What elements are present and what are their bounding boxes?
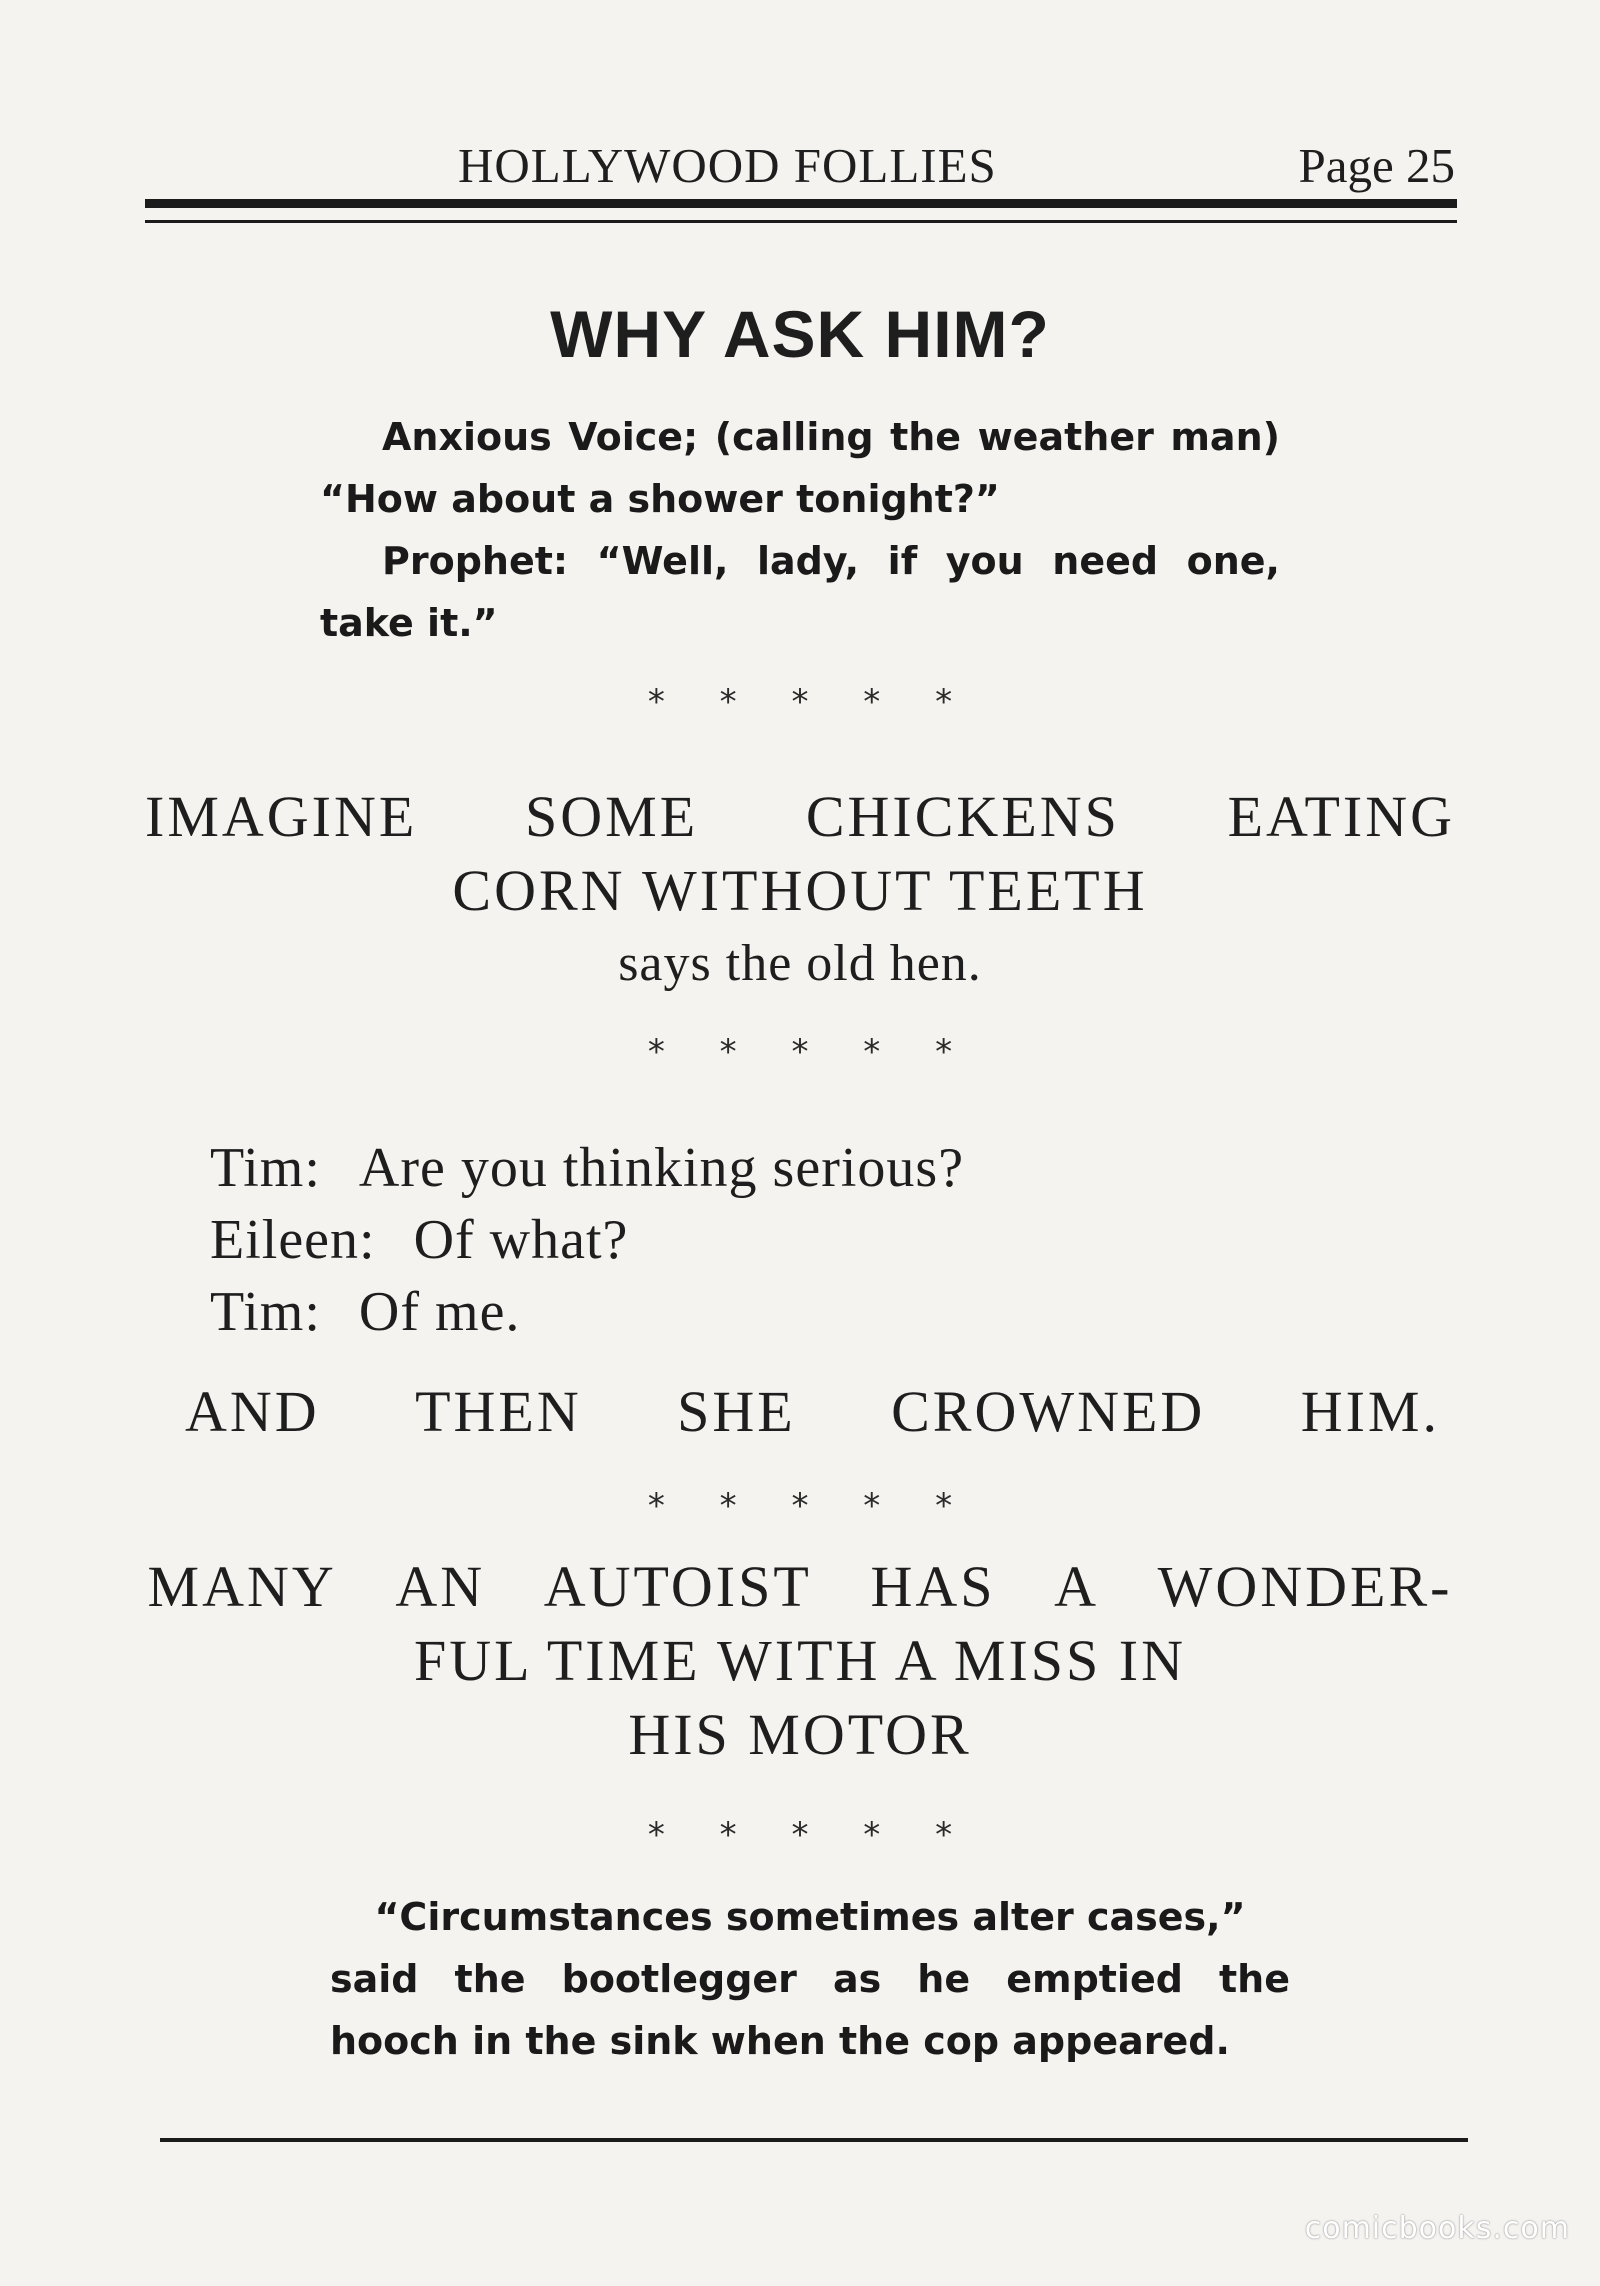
footer-rule (160, 2138, 1468, 2142)
joke4-word: MANY (147, 1554, 337, 1619)
dialogue-line (210, 1204, 964, 1276)
joke4-line3: HIS MOTOR (628, 1702, 972, 1767)
running-title: HOLLYWOOD FOLLIES (458, 138, 997, 193)
joke1-line1: Anxious Voice; (calling the weather man) “How about a shower tonight?” (320, 415, 1280, 521)
joke4-line2: FUL TIME WITH A MISS IN (413, 1628, 1187, 1693)
header-rule-thick (145, 199, 1457, 208)
joke4-word: HAS (870, 1554, 996, 1619)
joke2-word: SOME (525, 784, 699, 849)
punchline-word: SHE (677, 1379, 796, 1444)
dialogue-line (210, 1132, 964, 1204)
joke4-line1 (148, 1550, 1453, 1624)
page-header (145, 132, 1455, 192)
speaker: Eileen: (210, 1209, 376, 1271)
joke4-word: AN (395, 1554, 486, 1619)
joke2-word: IMAGINE (145, 784, 418, 849)
joke2-word: EATING (1227, 784, 1455, 849)
joke2-line1 (145, 780, 1455, 854)
joke3-punchline (185, 1378, 1440, 1445)
separator-stars: * * * * * (647, 682, 953, 722)
joke2-line2: CORN WITHOUT TEETH (452, 858, 1148, 923)
speaker: Tim: (210, 1137, 321, 1199)
punchline-word: THEN (415, 1379, 582, 1444)
joke2-word: CHICKENS (805, 784, 1120, 849)
separator-stars: * * * * * (647, 1815, 953, 1855)
speaker: Tim: (210, 1281, 321, 1343)
joke1-body (320, 406, 1280, 654)
dialogue-line (210, 1276, 964, 1348)
joke5-body (330, 1886, 1290, 2072)
punchline-word: AND (185, 1379, 320, 1444)
joke1-line2: Prophet: “Well, lady, if you need one, take it.” (320, 539, 1280, 645)
separator-stars: * * * * * (647, 1032, 953, 1072)
joke2-headline (0, 780, 1600, 928)
joke4-word: AUTOIST (543, 1554, 812, 1619)
speech: Of what? (413, 1209, 629, 1271)
joke5-line2: said the bootlegger as he emptied the hooch in the sink when the cop appeared. (330, 1957, 1290, 2063)
joke5-line1: “Circumstances sometimes alter cases,” (374, 1895, 1246, 1939)
joke4-word: A (1054, 1554, 1099, 1619)
joke3-dialogue (210, 1132, 964, 1348)
punchline-word: HIM. (1300, 1379, 1440, 1444)
joke2-attribution: says the old hen. (618, 935, 982, 992)
punchline-word: CROWNED (891, 1379, 1206, 1444)
speech: Of me. (358, 1281, 521, 1343)
joke4-word: WONDER- (1157, 1554, 1453, 1619)
speech: Are you thinking serious? (358, 1137, 965, 1199)
watermark: comicbooks.com (1304, 2211, 1570, 2246)
joke1-title: WHY ASK HIM? (550, 297, 1050, 371)
header-rule-thin (145, 220, 1457, 223)
joke4-headline (0, 1550, 1600, 1772)
separator-stars: * * * * * (647, 1486, 953, 1526)
page-number: Page 25 (1298, 138, 1455, 193)
